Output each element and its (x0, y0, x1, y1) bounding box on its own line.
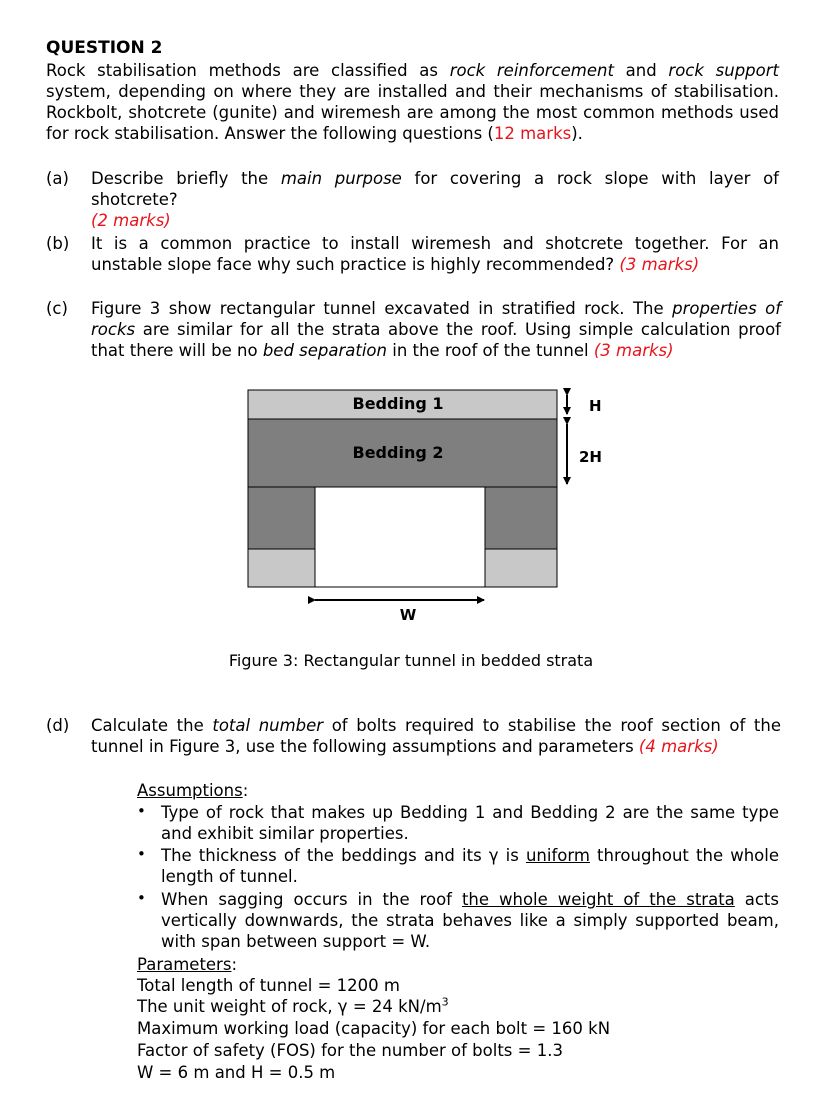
figure-caption: Figure 3: Rectangular tunnel in bedded strata (228, 651, 594, 670)
part-a-text: Describe briefly the main purpose for covering a rock slope with layer of shotcrete? (2 marks) (91, 169, 779, 230)
part-c-text: Figure 3 show rectangular tunnel excavated in stratified rock. The properties of rocks are similar for all the strata above the roof. Using simple calculation proof that there will be no bed separation in the roof of the tunnel (3 marks) (91, 299, 782, 360)
bedding-2-label: Bedding 2 (352, 443, 444, 462)
part-c-label: (c) (46, 299, 68, 318)
parameter-w-h: W = 6 m and H = 0.5 m (137, 1063, 336, 1082)
part-c-marks: (3 marks) (593, 341, 674, 360)
parameters-heading: Parameters: (137, 955, 238, 974)
part-d-label: (d) (46, 716, 70, 735)
left-wall-light (248, 549, 315, 587)
parameter-tunnel-length: Total length of tunnel = 1200 m (137, 976, 400, 995)
parameter-bolt-capacity: Maximum working load (capacity) for each bolt = 160 kN (137, 1019, 611, 1038)
right-wall-dark (485, 487, 557, 549)
question-title: QUESTION 2 (46, 38, 163, 58)
2h-label: 2H (579, 448, 602, 466)
intro-paragraph: Rock stabilisation methods are classified as rock reinforcement and rock support system, depending on where they are installed and their mechanisms of stabilisation. Rockbolt, shotcrete (gunite) and wiremesh are among the most common methods used for rock stabilisation. Answer the following questions (12 marks). (46, 61, 779, 143)
part-b-marks: (3 marks) (619, 255, 700, 274)
bullet-2-marker: • (137, 845, 146, 863)
bullet-3-marker: • (137, 889, 146, 907)
assumptions-heading: Assumptions: (137, 781, 249, 800)
bullet-1-marker: • (137, 802, 146, 820)
parameter-fos: Factor of safety (FOS) for the number of bolts = 1.3 (137, 1041, 563, 1060)
part-b-label: (b) (46, 234, 70, 253)
left-wall-dark (248, 487, 315, 549)
part-b-text: It is a common practice to install wiremesh and shotcrete together. For an unstable slope face why such practice is highly recommended? (3 marks) (91, 234, 779, 274)
part-d-marks: (4 marks) (638, 737, 719, 756)
part-d-text: Calculate the total number of bolts required to stabilise the roof section of the tunnel in Figure 3, use the following assumptions and parameters (4 marks) (91, 716, 782, 756)
assumption-1: Type of rock that makes up Bedding 1 and Bedding 2 are the same type and exhibit similar properties. (161, 803, 779, 843)
assumption-3: When sagging occurs in the roof the whole weight of the strata acts vertically downwards, the strata behaves like a simply supported beam, with span between support = W. (161, 890, 779, 951)
bedding-1-label: Bedding 1 (352, 394, 444, 413)
h-label: H (589, 397, 602, 415)
right-wall-light (485, 549, 557, 587)
part-a-marks: (2 marks) (91, 211, 171, 230)
parameter-unit-weight: The unit weight of rock, γ = 24 $kN/m^3$ (137, 995, 449, 1016)
tunnel-opening (315, 487, 485, 587)
intro-marks: 12 marks (493, 124, 572, 143)
assumption-2: The thickness of the beddings and its γ is uniform throughout the whole length of tunnel. (161, 846, 779, 886)
part-a-label: (a) (46, 169, 69, 188)
w-label: W (399, 606, 417, 624)
